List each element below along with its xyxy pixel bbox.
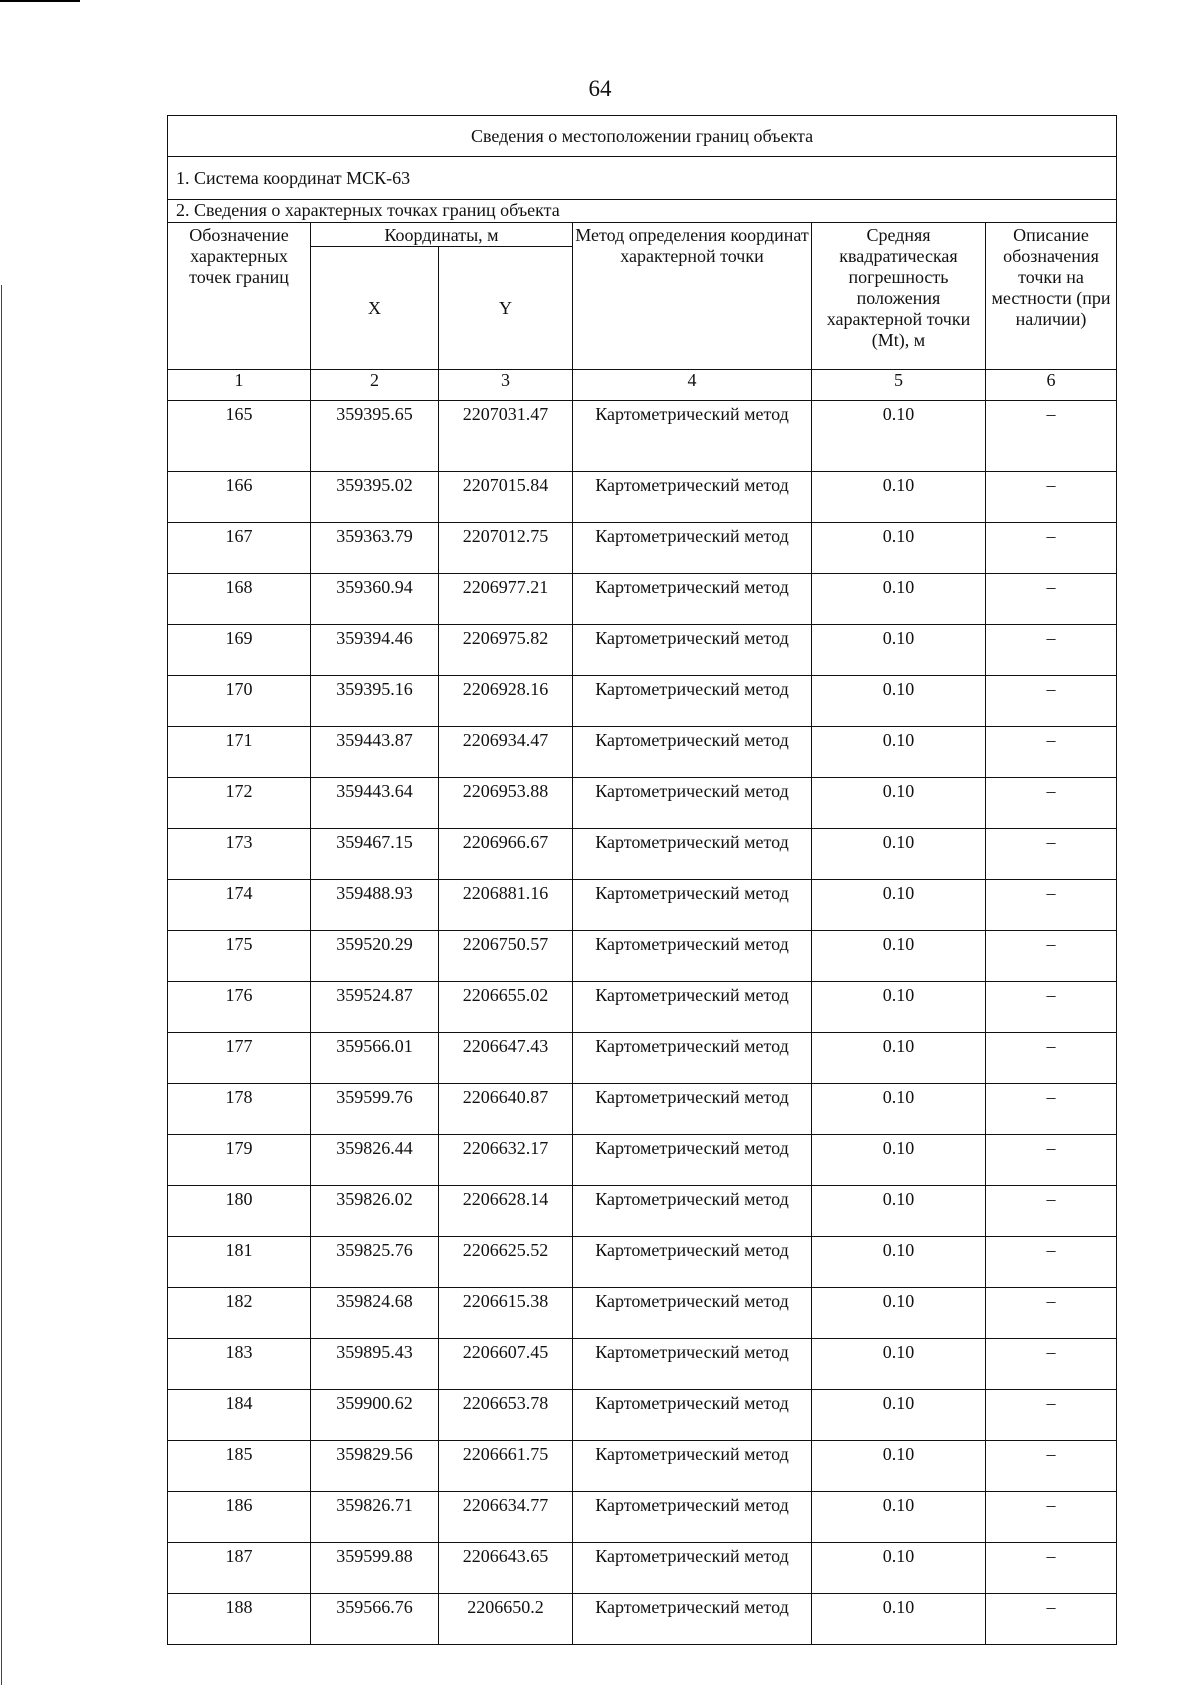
- cell-error: 0.10: [812, 574, 986, 625]
- table-row: [168, 1390, 1117, 1441]
- cell-point: 173: [168, 829, 311, 880]
- cell-description: –: [986, 523, 1117, 574]
- cell-method: Картометрический метод: [573, 1135, 812, 1186]
- cell-description: –: [986, 1135, 1117, 1186]
- cell-y: 2206934.47: [439, 727, 573, 778]
- table-row: [168, 523, 1117, 574]
- table-row: [168, 1135, 1117, 1186]
- cell-method: Картометрический метод: [573, 1288, 812, 1339]
- cell-error: 0.10: [812, 1492, 986, 1543]
- cell-y: 2206625.52: [439, 1237, 573, 1288]
- cell-method: Картометрический метод: [573, 1390, 812, 1441]
- cell-y: 2206750.57: [439, 931, 573, 982]
- cell-method: Картометрический метод: [573, 1543, 812, 1594]
- cell-x: 359395.16: [311, 676, 439, 727]
- cell-point: 171: [168, 727, 311, 778]
- cell-method: Картометрический метод: [573, 880, 812, 931]
- cell-y: 2207015.84: [439, 472, 573, 523]
- cell-error: 0.10: [812, 727, 986, 778]
- cell-x: 359524.87: [311, 982, 439, 1033]
- header-x: X: [311, 247, 439, 370]
- cell-point: 182: [168, 1288, 311, 1339]
- cell-x: 359394.46: [311, 625, 439, 676]
- table-row: [168, 829, 1117, 880]
- cell-description: –: [986, 1492, 1117, 1543]
- table-row: [168, 727, 1117, 778]
- header-error: Средняя квадратическая погрешность положения характерной точки (Mt), м: [812, 223, 986, 370]
- header-description: Описание обозначения точки на местности (при наличии): [986, 223, 1117, 370]
- cell-point: 176: [168, 982, 311, 1033]
- table-row: [168, 1543, 1117, 1594]
- cell-description: –: [986, 778, 1117, 829]
- cell-x: 359360.94: [311, 574, 439, 625]
- table-body: [168, 116, 1117, 1645]
- cell-y: 2206653.78: [439, 1390, 573, 1441]
- cell-description: –: [986, 982, 1117, 1033]
- cell-error: 0.10: [812, 1084, 986, 1135]
- cell-y: 2206634.77: [439, 1492, 573, 1543]
- table-row: [168, 1339, 1117, 1390]
- cell-x: 359566.76: [311, 1594, 439, 1645]
- cell-description: –: [986, 880, 1117, 931]
- cell-point: 174: [168, 880, 311, 931]
- column-number: 4: [573, 370, 812, 401]
- cell-point: 185: [168, 1441, 311, 1492]
- table-row: [168, 1492, 1117, 1543]
- cell-method: Картометрический метод: [573, 1084, 812, 1135]
- cell-point: 187: [168, 1543, 311, 1594]
- cell-x: 359395.02: [311, 472, 439, 523]
- cell-y: 2206647.43: [439, 1033, 573, 1084]
- cell-y: 2206928.16: [439, 676, 573, 727]
- cell-description: –: [986, 1084, 1117, 1135]
- cell-error: 0.10: [812, 1390, 986, 1441]
- cell-method: Картометрический метод: [573, 574, 812, 625]
- cell-point: 183: [168, 1339, 311, 1390]
- table-row: [168, 1594, 1117, 1645]
- cell-y: 2206953.88: [439, 778, 573, 829]
- cell-point: 181: [168, 1237, 311, 1288]
- table-row: [168, 574, 1117, 625]
- cell-y: 2207012.75: [439, 523, 573, 574]
- points-caption: 2. Сведения о характерных точках границ объекта: [168, 200, 1117, 223]
- header-coordinates: Координаты, м: [311, 223, 573, 247]
- scan-edge-mark-top: [0, 0, 80, 2]
- cell-y: 2206640.87: [439, 1084, 573, 1135]
- cell-error: 0.10: [812, 1237, 986, 1288]
- cell-method: Картометрический метод: [573, 1339, 812, 1390]
- table-row: [168, 1033, 1117, 1084]
- cell-x: 359443.87: [311, 727, 439, 778]
- table-row: [168, 625, 1117, 676]
- cell-method: Картометрический метод: [573, 625, 812, 676]
- cell-description: –: [986, 829, 1117, 880]
- page-number: 64: [588, 76, 612, 101]
- cell-x: 359825.76: [311, 1237, 439, 1288]
- cell-error: 0.10: [812, 982, 986, 1033]
- cell-point: 184: [168, 1390, 311, 1441]
- cell-y: 2206632.17: [439, 1135, 573, 1186]
- cell-description: –: [986, 1288, 1117, 1339]
- cell-point: 168: [168, 574, 311, 625]
- cell-description: –: [986, 727, 1117, 778]
- cell-error: 0.10: [812, 1339, 986, 1390]
- cell-x: 359443.64: [311, 778, 439, 829]
- cell-x: 359488.93: [311, 880, 439, 931]
- table-row: [168, 1186, 1117, 1237]
- cell-method: Картометрический метод: [573, 1441, 812, 1492]
- cell-x: 359520.29: [311, 931, 439, 982]
- cell-error: 0.10: [812, 1594, 986, 1645]
- cell-error: 0.10: [812, 931, 986, 982]
- table-row: [168, 401, 1117, 472]
- cell-method: Картометрический метод: [573, 727, 812, 778]
- cell-point: 179: [168, 1135, 311, 1186]
- table-caption: Сведения о местоположении границ объекта: [168, 116, 1117, 157]
- cell-x: 359566.01: [311, 1033, 439, 1084]
- cell-x: 359826.44: [311, 1135, 439, 1186]
- cell-description: –: [986, 401, 1117, 472]
- cell-error: 0.10: [812, 778, 986, 829]
- cell-method: Картометрический метод: [573, 1033, 812, 1084]
- cell-description: –: [986, 1339, 1117, 1390]
- cell-error: 0.10: [812, 1543, 986, 1594]
- cell-y: 2207031.47: [439, 401, 573, 472]
- cell-description: –: [986, 574, 1117, 625]
- cell-x: 359395.65: [311, 401, 439, 472]
- column-number: 5: [812, 370, 986, 401]
- cell-error: 0.10: [812, 523, 986, 574]
- cell-description: –: [986, 1390, 1117, 1441]
- cell-method: Картометрический метод: [573, 931, 812, 982]
- cell-description: –: [986, 1186, 1117, 1237]
- cell-y: 2206628.14: [439, 1186, 573, 1237]
- cell-point: 180: [168, 1186, 311, 1237]
- cell-method: Картометрический метод: [573, 1594, 812, 1645]
- caption-row: [168, 116, 1117, 157]
- column-number: 6: [986, 370, 1117, 401]
- boundary-coordinates-table: [167, 115, 1117, 1645]
- cell-x: 359599.88: [311, 1543, 439, 1594]
- cell-method: Картометрический метод: [573, 829, 812, 880]
- table-row: [168, 880, 1117, 931]
- cell-y: 2206661.75: [439, 1441, 573, 1492]
- table-row: [168, 472, 1117, 523]
- cell-description: –: [986, 472, 1117, 523]
- cell-error: 0.10: [812, 1441, 986, 1492]
- cell-y: 2206977.21: [439, 574, 573, 625]
- coordinate-system: 1. Система координат МСК-63: [168, 157, 1117, 200]
- cell-y: 2206966.67: [439, 829, 573, 880]
- header-row: [168, 223, 1117, 247]
- cell-description: –: [986, 1594, 1117, 1645]
- scan-edge-mark-left: [1, 285, 2, 1685]
- cell-y: 2206607.45: [439, 1339, 573, 1390]
- header-y: Y: [439, 247, 573, 370]
- table-row: [168, 982, 1117, 1033]
- cell-method: Картометрический метод: [573, 1186, 812, 1237]
- header-method: Метод определения координат характерной точки: [573, 223, 812, 370]
- cell-method: Картометрический метод: [573, 676, 812, 727]
- table-row: [168, 1237, 1117, 1288]
- cell-error: 0.10: [812, 880, 986, 931]
- cell-x: 359829.56: [311, 1441, 439, 1492]
- points-caption-row: [168, 200, 1117, 223]
- cell-description: –: [986, 676, 1117, 727]
- cell-point: 186: [168, 1492, 311, 1543]
- column-number: 2: [311, 370, 439, 401]
- table-row: [168, 1084, 1117, 1135]
- cell-method: Картометрический метод: [573, 982, 812, 1033]
- cell-method: Картометрический метод: [573, 1237, 812, 1288]
- cell-method: Картометрический метод: [573, 1492, 812, 1543]
- cell-x: 359467.15: [311, 829, 439, 880]
- cell-y: 2206615.38: [439, 1288, 573, 1339]
- cell-point: 167: [168, 523, 311, 574]
- cell-point: 165: [168, 401, 311, 472]
- cell-error: 0.10: [812, 676, 986, 727]
- cell-description: –: [986, 625, 1117, 676]
- cell-error: 0.10: [812, 1033, 986, 1084]
- cell-x: 359895.43: [311, 1339, 439, 1390]
- cell-point: 172: [168, 778, 311, 829]
- cell-y: 2206975.82: [439, 625, 573, 676]
- cell-y: 2206650.2: [439, 1594, 573, 1645]
- column-number: 3: [439, 370, 573, 401]
- cell-error: 0.10: [812, 1135, 986, 1186]
- cell-description: –: [986, 1033, 1117, 1084]
- cell-x: 359363.79: [311, 523, 439, 574]
- column-number: 1: [168, 370, 311, 401]
- cell-y: 2206643.65: [439, 1543, 573, 1594]
- cell-error: 0.10: [812, 1288, 986, 1339]
- cell-y: 2206881.16: [439, 880, 573, 931]
- cell-point: 175: [168, 931, 311, 982]
- cell-x: 359826.02: [311, 1186, 439, 1237]
- cell-point: 170: [168, 676, 311, 727]
- cell-point: 166: [168, 472, 311, 523]
- coordinate-system-row: [168, 157, 1117, 200]
- cell-error: 0.10: [812, 472, 986, 523]
- cell-description: –: [986, 1441, 1117, 1492]
- cell-description: –: [986, 1237, 1117, 1288]
- cell-point: 169: [168, 625, 311, 676]
- cell-error: 0.10: [812, 401, 986, 472]
- cell-error: 0.10: [812, 625, 986, 676]
- cell-x: 359826.71: [311, 1492, 439, 1543]
- cell-point: 177: [168, 1033, 311, 1084]
- cell-description: –: [986, 931, 1117, 982]
- table-row: [168, 1288, 1117, 1339]
- cell-x: 359599.76: [311, 1084, 439, 1135]
- cell-method: Картометрический метод: [573, 523, 812, 574]
- cell-error: 0.10: [812, 829, 986, 880]
- column-number-row: [168, 370, 1117, 401]
- cell-point: 188: [168, 1594, 311, 1645]
- table-row: [168, 931, 1117, 982]
- table-row: [168, 676, 1117, 727]
- cell-y: 2206655.02: [439, 982, 573, 1033]
- cell-method: Картометрический метод: [573, 472, 812, 523]
- cell-point: 178: [168, 1084, 311, 1135]
- table-row: [168, 1441, 1117, 1492]
- header-point: Обозначение характерных точек границ: [168, 223, 311, 370]
- cell-description: –: [986, 1543, 1117, 1594]
- cell-method: Картометрический метод: [573, 778, 812, 829]
- cell-x: 359900.62: [311, 1390, 439, 1441]
- cell-method: Картометрический метод: [573, 401, 812, 472]
- cell-x: 359824.68: [311, 1288, 439, 1339]
- table-row: [168, 778, 1117, 829]
- cell-error: 0.10: [812, 1186, 986, 1237]
